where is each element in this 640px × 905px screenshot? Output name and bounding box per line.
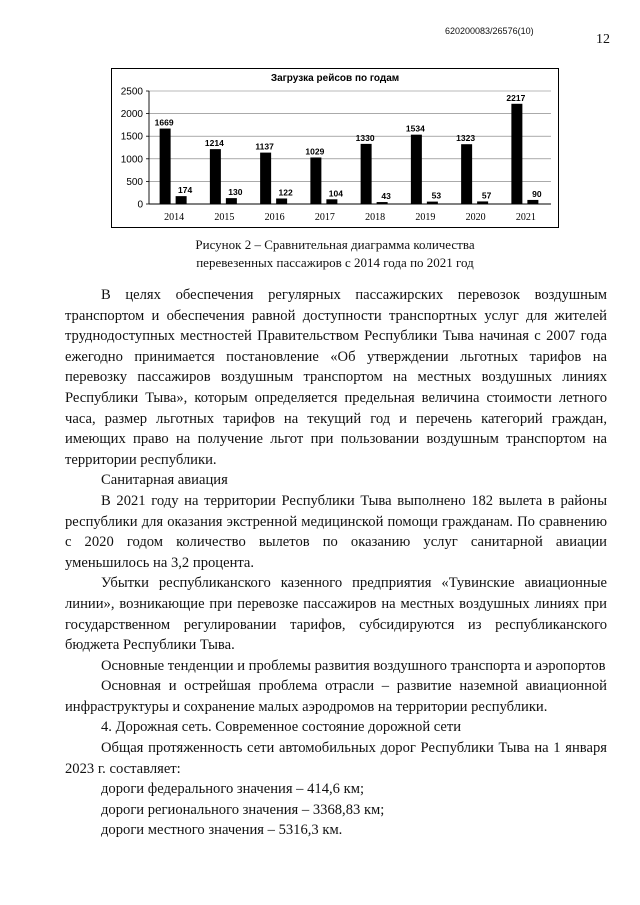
bar-series-1 <box>260 153 271 204</box>
x-tick-label: 2021 <box>515 212 536 223</box>
data-label: 1029 <box>305 146 325 157</box>
list-item-federal-roads: дороги федерального значения – 414,6 км; <box>101 781 364 798</box>
x-tick-label: 2020 <box>465 212 486 223</box>
data-label: 43 <box>381 191 391 202</box>
data-label: 2217 <box>506 92 526 103</box>
heading-road-network: 4. Дорожная сеть. Современное состояние дорожной сети <box>101 719 462 736</box>
data-label: 1323 <box>456 133 476 144</box>
flight-load-chart <box>111 68 559 228</box>
data-label: 104 <box>328 188 343 199</box>
x-tick-label: 2014 <box>164 212 185 223</box>
data-label: 90 <box>532 188 542 199</box>
bar-series-1 <box>160 129 171 204</box>
chart-svg <box>111 68 559 228</box>
y-tick-label: 2500 <box>120 86 143 98</box>
heading-sanitary-aviation: Санитарная авиация <box>101 472 228 489</box>
document-id: 620200083/26576(10) <box>445 26 534 36</box>
x-tick-label: 2019 <box>415 212 436 223</box>
bar-series-1 <box>511 104 522 204</box>
x-tick-label: 2018 <box>365 212 386 223</box>
bar-series-2 <box>377 202 388 204</box>
y-tick-label: 0 <box>137 199 143 211</box>
paragraph-losses: Убытки республиканского казенного предприятия «Тувинские авиационные линии», возникающие при перевозке пассажиров на местных воздушных линиях при государственном регулировании тарифов, субсидируются из республиканского бюджета Республики Тыва. <box>65 575 607 654</box>
bar-series-1 <box>210 149 221 204</box>
heading-trends: Основные тенденции и проблемы развития воздушного транспорта и аэропортов <box>101 657 606 674</box>
data-label: 53 <box>431 190 442 201</box>
data-label: 1534 <box>405 123 425 134</box>
data-label: 122 <box>278 187 293 198</box>
y-tick-label: 500 <box>126 176 143 188</box>
bar-series-2 <box>527 200 538 204</box>
y-tick-label: 1500 <box>120 131 143 143</box>
bar-series-2 <box>226 198 237 204</box>
body-text <box>65 285 607 841</box>
bar-series-2 <box>427 202 438 204</box>
bar-series-2 <box>477 201 488 204</box>
figure-caption <box>111 236 559 272</box>
bar-series-1 <box>310 157 321 204</box>
x-tick-label: 2015 <box>214 212 235 223</box>
list-item-regional-roads: дороги регионального значения – 3368,83 км; <box>101 801 385 818</box>
data-label: 1214 <box>204 138 224 149</box>
page-number: 12 <box>596 32 610 47</box>
paragraph-road-length: Общая протяженность сети автомобильных дорог Республики Тыва на 1 января 2023 г. составляет: <box>65 740 607 777</box>
x-tick-label: 2017 <box>314 212 335 223</box>
paragraph-sanitary-flights: В 2021 году на территории Республики Тыва выполнено 182 вылета в районы республики для оказания экстренной медицинской помощи гражданам. По сравнению с 2020 годом количество вылетов по оказанию услуг санитарной авиации уменьшилось на 3,2 процента. <box>65 492 607 571</box>
paragraph-main-problem: Основная и острейшая проблема отрасли – развитие наземной авиационной инфраструктуры и сохранение малых аэродромов на территории республики. <box>65 678 607 715</box>
data-label: 174 <box>178 185 193 196</box>
bar-series-1 <box>361 144 372 204</box>
data-label: 1137 <box>255 141 274 152</box>
bar-series-2 <box>276 198 287 204</box>
chart-title: Загрузка рейсов по годам <box>270 73 400 84</box>
y-tick-label: 2000 <box>120 109 143 121</box>
y-tick-label: 1000 <box>120 154 143 166</box>
data-label: 1330 <box>355 132 375 143</box>
bar-series-1 <box>461 144 472 204</box>
paragraph-subsidized-tariffs: В целях обеспечения регулярных пассажирских перевозок воздушным транспортом и обеспечения равной доступности транспортных услуг для жителей труднодоступных местностей Правительством Республики Тыва начиная с 2007 года ежегодно принимается постановление «Об утверждении льготных тарифов на перевозку пассажиров воздушным транспортом на местных воздушных линиях Республики Тыва», которым определяется предельная величина стоимости летного часа, размер льготных тарифов на текущий год и перечень категорий граждан, имеющих право на получение льгот при пользовании воздушным транспортом на территории республики. <box>65 287 607 468</box>
x-tick-label: 2016 <box>264 212 285 223</box>
bar-series-2 <box>326 199 337 204</box>
data-label: 1669 <box>154 117 174 128</box>
data-label: 130 <box>228 187 243 198</box>
data-label: 57 <box>481 190 492 201</box>
caption-line-2: перевезенных пассажиров с 2014 года по 2021 год <box>196 255 474 270</box>
caption-line-1: Рисунок 2 – Сравнительная диаграмма количества <box>195 237 475 252</box>
bar-series-1 <box>411 135 422 204</box>
list-item-local-roads: дороги местного значения – 5316,3 км. <box>101 822 343 839</box>
bar-series-2 <box>176 196 187 204</box>
